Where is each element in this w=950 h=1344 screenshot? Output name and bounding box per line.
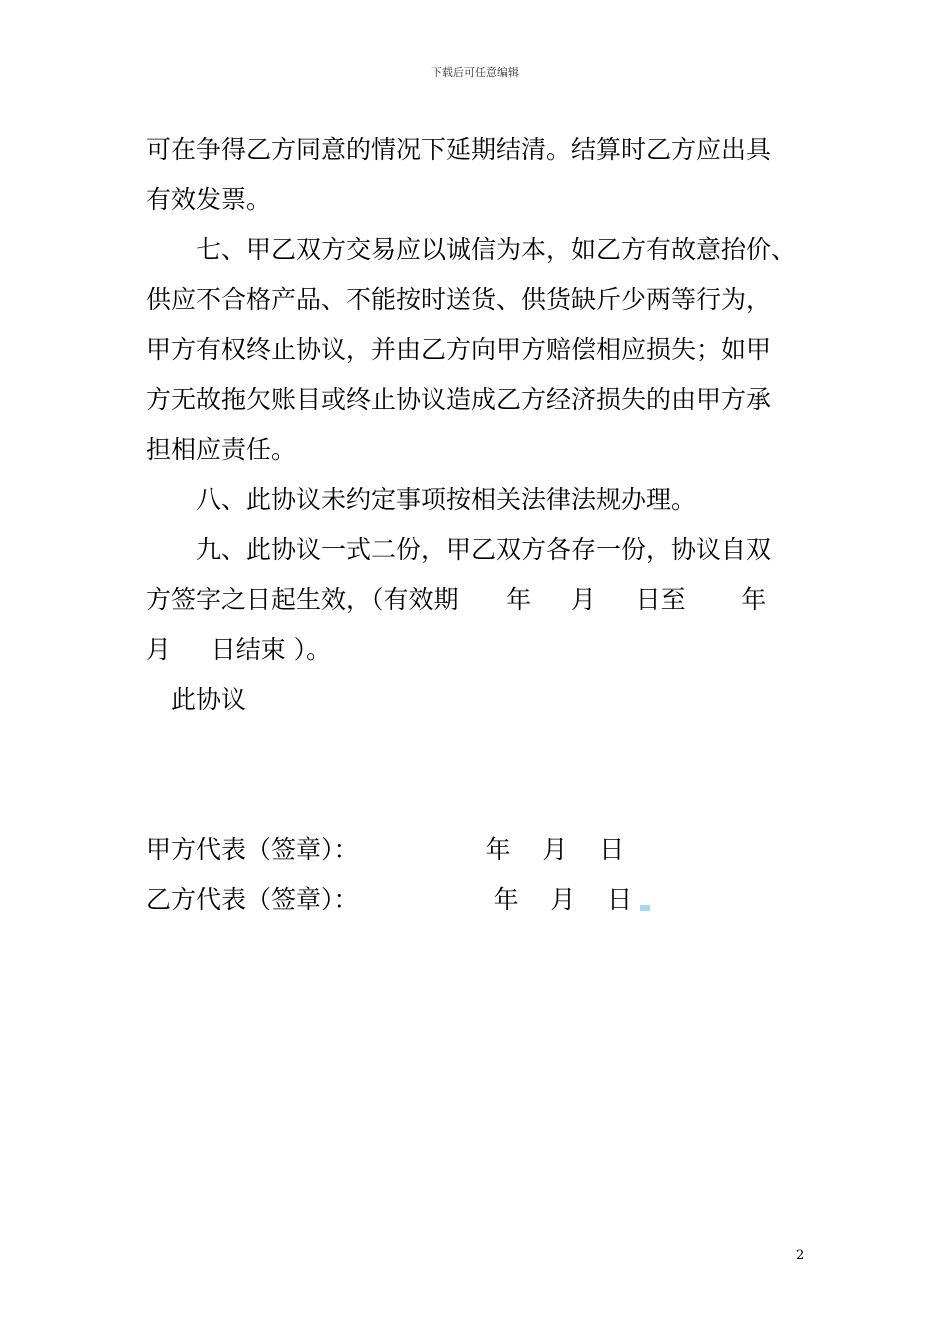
body-line-5: 甲方有权终止协议，并由乙方向甲方赔偿相应损失；如甲	[146, 335, 772, 364]
highlight-marker	[640, 905, 650, 911]
clause-eight: 八、此协议未约定事项按相关法律法规办理。	[196, 485, 697, 514]
party-b-signature-line	[146, 875, 826, 925]
body-line-4: 供应不合格产品、不能按时送货、供货缺斤少两等行为，	[146, 285, 772, 314]
closing-phrase: 此协议	[171, 685, 247, 714]
document-body	[146, 125, 826, 925]
body-line-7: 担相应责任。	[146, 435, 297, 464]
body-line-1: 可在争得乙方同意的情况下延期结清。结算时乙方应出具	[146, 135, 772, 164]
signature-gap	[146, 725, 826, 825]
header-note: 下载后可任意编辑	[431, 66, 519, 79]
body-line-10: 方签字之日起生效，（有效期 年 月 日至 年	[146, 585, 767, 614]
page-number: 2	[796, 1248, 805, 1263]
body-line-2: 有效发票。	[146, 185, 272, 214]
party-a-signature-line	[146, 825, 826, 875]
party-b-signature-text: 乙方代表（签章）： 年 月 日	[146, 885, 633, 914]
clause-nine-start: 九、此协议一式二份，甲乙双方各存一份，协议自双	[196, 535, 772, 564]
party-a-signature-text: 甲方代表（签章）： 年 月 日	[146, 835, 625, 864]
body-line-11: 月 日结束 ）。	[146, 635, 332, 664]
body-line-6: 方无故拖欠账目或终止协议造成乙方经济损失的由甲方承	[146, 385, 772, 414]
clause-seven-start: 七、甲乙双方交易应以诚信为本，如乙方有故意抬价、	[196, 235, 797, 264]
